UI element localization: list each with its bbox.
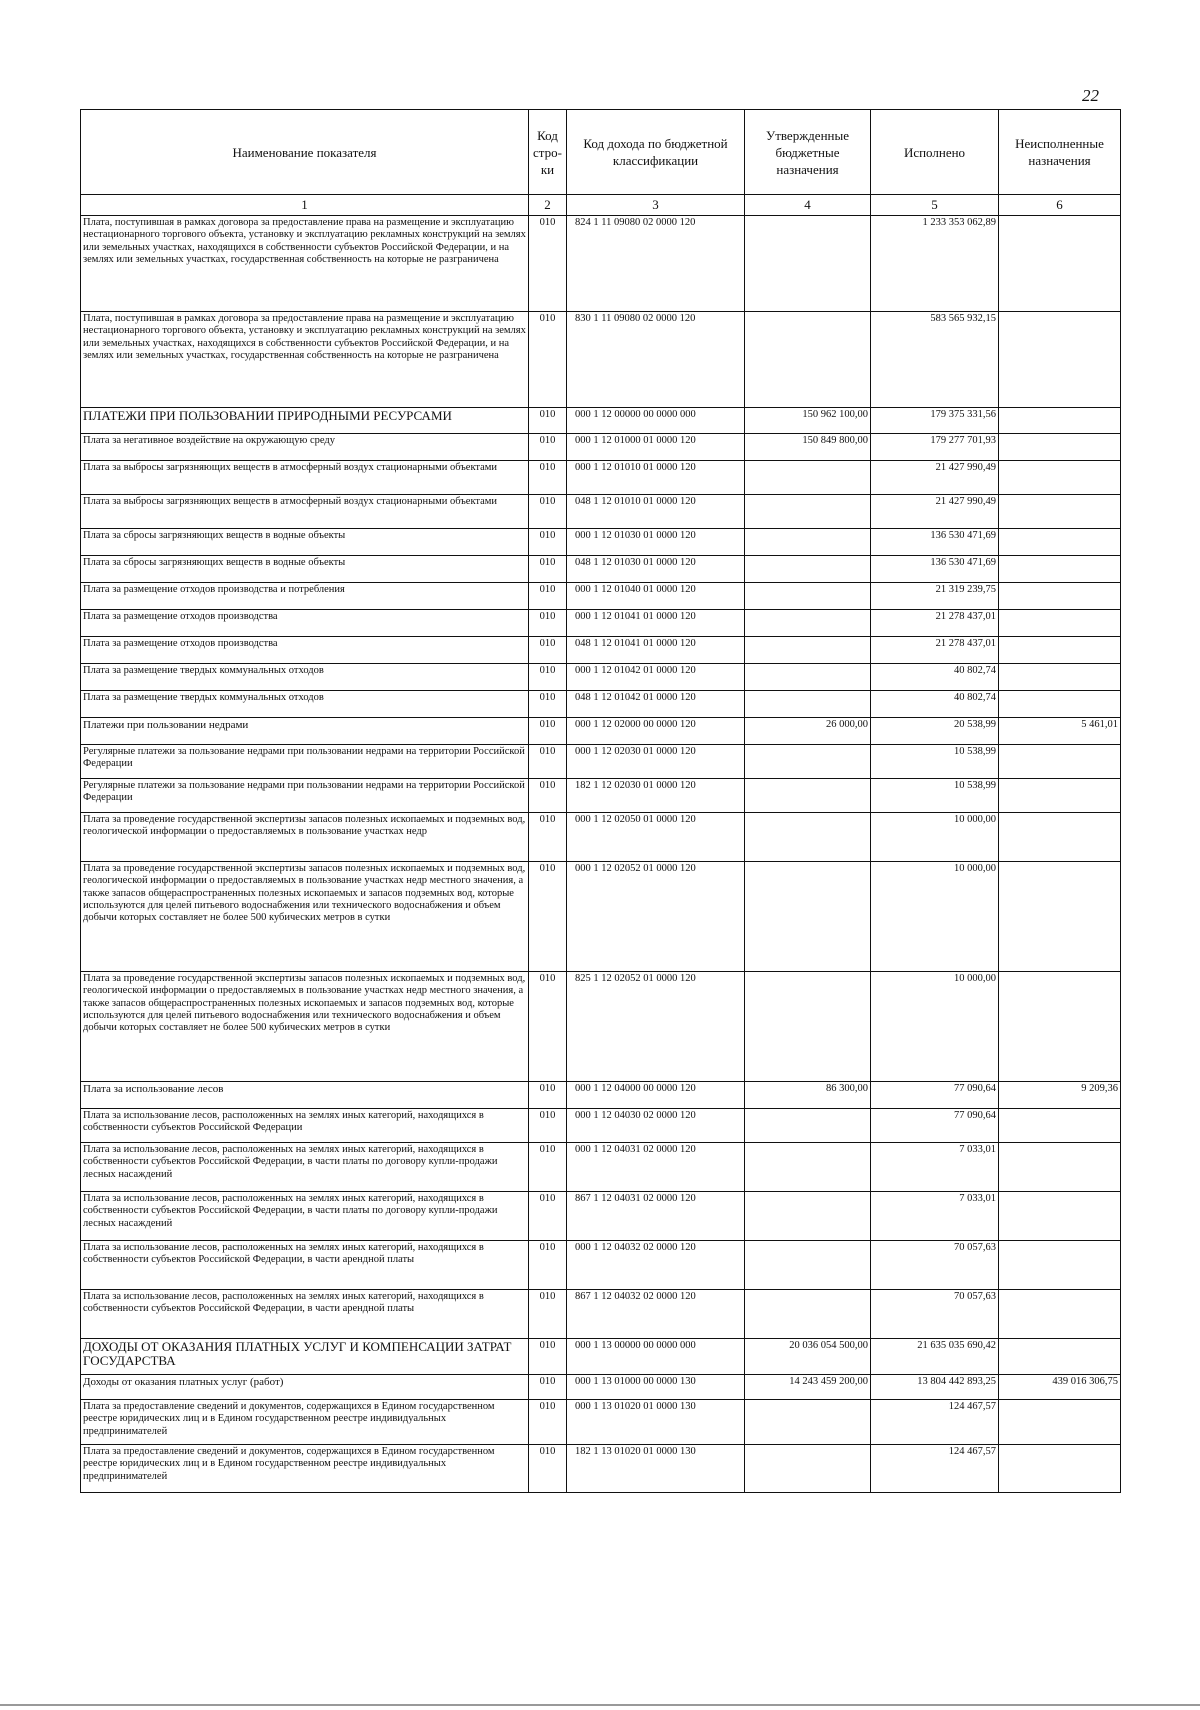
row-executed: 10 538,99	[871, 779, 999, 813]
table-row	[81, 556, 1121, 583]
row-approved	[745, 779, 871, 813]
row-unexecuted	[999, 1339, 1121, 1375]
row-income-code: 000 1 12 01030 01 0000 120	[567, 529, 745, 556]
row-income-code: 000 1 12 04031 02 0000 120	[567, 1143, 745, 1192]
table-row	[81, 664, 1121, 691]
row-name: Плата за использование лесов, расположенных на землях иных категорий, находящихся в собственности субъектов Российской Федерации, в части арендной платы	[81, 1290, 529, 1339]
row-income-code: 000 1 12 02000 00 0000 120	[567, 718, 745, 745]
row-line-code: 010	[529, 529, 567, 556]
row-name: Плата за размещение отходов производства	[81, 610, 529, 637]
table-row	[81, 495, 1121, 529]
row-unexecuted	[999, 862, 1121, 972]
row-approved	[745, 312, 871, 408]
row-line-code: 010	[529, 691, 567, 718]
row-executed: 124 467,57	[871, 1445, 999, 1493]
row-unexecuted	[999, 637, 1121, 664]
row-line-code: 010	[529, 556, 567, 583]
row-unexecuted	[999, 1109, 1121, 1143]
table-row	[81, 691, 1121, 718]
row-executed: 13 804 442 893,25	[871, 1375, 999, 1400]
row-income-code: 824 1 11 09080 02 0000 120	[567, 216, 745, 312]
table-row	[81, 718, 1121, 745]
column-number: 1	[81, 195, 529, 216]
table-row	[81, 972, 1121, 1082]
row-line-code: 010	[529, 745, 567, 779]
row-name: Плата за размещение твердых коммунальных отходов	[81, 691, 529, 718]
row-income-code: 000 1 12 01040 01 0000 120	[567, 583, 745, 610]
row-unexecuted	[999, 745, 1121, 779]
row-executed: 1 233 353 062,89	[871, 216, 999, 312]
row-approved	[745, 1241, 871, 1290]
header-executed: Исполнено	[871, 110, 999, 195]
report-body	[81, 216, 1121, 1493]
row-name: Плата за негативное воздействие на окружающую среду	[81, 434, 529, 461]
row-income-code: 000 1 12 01000 01 0000 120	[567, 434, 745, 461]
row-executed: 40 802,74	[871, 664, 999, 691]
table-row	[81, 312, 1121, 408]
row-unexecuted	[999, 556, 1121, 583]
table-row	[81, 610, 1121, 637]
row-line-code: 010	[529, 216, 567, 312]
row-executed: 21 427 990,49	[871, 461, 999, 495]
table-row	[81, 779, 1121, 813]
row-approved	[745, 745, 871, 779]
row-name: Плата за размещение отходов производства и потребления	[81, 583, 529, 610]
table-row	[81, 1082, 1121, 1109]
table-row	[81, 1400, 1121, 1445]
row-income-code: 048 1 12 01042 01 0000 120	[567, 691, 745, 718]
row-line-code: 010	[529, 1241, 567, 1290]
row-approved: 26 000,00	[745, 718, 871, 745]
row-approved: 150 962 100,00	[745, 408, 871, 434]
table-row	[81, 637, 1121, 664]
row-approved: 150 849 800,00	[745, 434, 871, 461]
row-line-code: 010	[529, 1375, 567, 1400]
row-name: Плата за проведение государственной экспертизы запасов полезных ископаемых и подземных вод, геологической информации о предоставляемых в пользование участках недр местного значения, а также запасов общераспространенных полезных ископаемых и запасов подземных вод, которые используются для целей питьевого водоснабжения или технического водоснабжения и объем добычи которых составляет не более 500 кубических метров в сутки	[81, 972, 529, 1082]
row-approved	[745, 637, 871, 664]
row-approved	[745, 972, 871, 1082]
row-line-code: 010	[529, 1290, 567, 1339]
header-income-code: Код дохода по бюджетной классификации	[567, 110, 745, 195]
column-number: 6	[999, 195, 1121, 216]
row-executed: 179 375 331,56	[871, 408, 999, 434]
row-line-code: 010	[529, 583, 567, 610]
row-executed: 77 090,64	[871, 1109, 999, 1143]
row-line-code: 010	[529, 610, 567, 637]
table-row	[81, 461, 1121, 495]
row-line-code: 010	[529, 813, 567, 862]
row-name: Плата за выбросы загрязняющих веществ в атмосферный воздух стационарными объектами	[81, 495, 529, 529]
row-approved	[745, 1109, 871, 1143]
row-approved	[745, 691, 871, 718]
table-row	[81, 408, 1121, 434]
row-line-code: 010	[529, 1445, 567, 1493]
table-row	[81, 813, 1121, 862]
row-unexecuted	[999, 408, 1121, 434]
header-approved: Утвержденные бюджетные назначения	[745, 110, 871, 195]
row-name: Плата за сбросы загрязняющих веществ в водные объекты	[81, 556, 529, 583]
row-unexecuted	[999, 1400, 1121, 1445]
row-income-code: 182 1 12 02030 01 0000 120	[567, 779, 745, 813]
row-approved	[745, 1192, 871, 1241]
column-number: 4	[745, 195, 871, 216]
column-number: 5	[871, 195, 999, 216]
row-income-code: 000 1 13 01020 01 0000 130	[567, 1400, 745, 1445]
row-executed: 21 427 990,49	[871, 495, 999, 529]
table-row	[81, 1143, 1121, 1192]
row-name: Плата за предоставление сведений и документов, содержащихся в Едином государственном реестре юридических лиц и в Едином государственном реестре индивидуальных предпринимателей	[81, 1400, 529, 1445]
row-income-code: 000 1 12 02050 01 0000 120	[567, 813, 745, 862]
header-unexecuted: Неисполненные назначения	[999, 110, 1121, 195]
row-line-code: 010	[529, 718, 567, 745]
table-row	[81, 434, 1121, 461]
row-approved: 86 300,00	[745, 1082, 871, 1109]
row-approved	[745, 610, 871, 637]
row-income-code: 000 1 12 01041 01 0000 120	[567, 610, 745, 637]
row-name: ДОХОДЫ ОТ ОКАЗАНИЯ ПЛАТНЫХ УСЛУГ И КОМПЕНСАЦИИ ЗАТРАТ ГОСУДАРСТВА	[81, 1339, 529, 1375]
budget-report-table	[80, 109, 1121, 1493]
row-executed: 10 538,99	[871, 745, 999, 779]
row-approved	[745, 1400, 871, 1445]
row-line-code: 010	[529, 1082, 567, 1109]
row-unexecuted	[999, 1192, 1121, 1241]
row-income-code: 867 1 12 04031 02 0000 120	[567, 1192, 745, 1241]
row-unexecuted	[999, 583, 1121, 610]
row-approved	[745, 1445, 871, 1493]
row-executed: 21 278 437,01	[871, 610, 999, 637]
table-row	[81, 1375, 1121, 1400]
row-executed: 10 000,00	[871, 862, 999, 972]
row-name: Плата за проведение государственной экспертизы запасов полезных ископаемых и подземных вод, геологической информации о предоставляемых в пользование участках недр местного значения, а также запасов общераспространенных полезных ископаемых и запасов подземных вод, которые используются для целей питьевого водоснабжения или технического водоснабжения и объем добычи которых составляет не более 500 кубических метров в сутки	[81, 862, 529, 972]
row-executed: 70 057,63	[871, 1290, 999, 1339]
row-approved	[745, 1143, 871, 1192]
row-name: Плата за размещение твердых коммунальных отходов	[81, 664, 529, 691]
row-unexecuted	[999, 813, 1121, 862]
row-approved	[745, 216, 871, 312]
row-name: Плата за выбросы загрязняющих веществ в атмосферный воздух стационарными объектами	[81, 461, 529, 495]
row-name: Платежи при пользовании недрами	[81, 718, 529, 745]
row-line-code: 010	[529, 1109, 567, 1143]
row-line-code: 010	[529, 408, 567, 434]
row-executed: 21 635 035 690,42	[871, 1339, 999, 1375]
row-executed: 136 530 471,69	[871, 529, 999, 556]
row-unexecuted	[999, 972, 1121, 1082]
table-row	[81, 583, 1121, 610]
row-unexecuted	[999, 610, 1121, 637]
row-line-code: 010	[529, 1143, 567, 1192]
row-name: Плата за предоставление сведений и документов, содержащихся в Едином государственном реестре юридических лиц и в Едином государственном реестре индивидуальных предпринимателей	[81, 1445, 529, 1493]
row-unexecuted	[999, 1241, 1121, 1290]
row-line-code: 010	[529, 312, 567, 408]
row-approved	[745, 664, 871, 691]
row-approved	[745, 862, 871, 972]
row-line-code: 010	[529, 972, 567, 1082]
page-number: 22	[1082, 86, 1099, 105]
row-unexecuted	[999, 664, 1121, 691]
row-approved	[745, 495, 871, 529]
table-row	[81, 862, 1121, 972]
table-row	[81, 1445, 1121, 1493]
row-unexecuted	[999, 1143, 1121, 1192]
row-name: Плата за сбросы загрязняющих веществ в водные объекты	[81, 529, 529, 556]
row-executed: 7 033,01	[871, 1143, 999, 1192]
row-name: Плата за размещение отходов производства	[81, 637, 529, 664]
row-line-code: 010	[529, 637, 567, 664]
row-name: Регулярные платежи за пользование недрами при пользовании недрами на территории Российской Федерации	[81, 745, 529, 779]
column-number: 3	[567, 195, 745, 216]
row-income-code: 000 1 12 02030 01 0000 120	[567, 745, 745, 779]
row-approved: 14 243 459 200,00	[745, 1375, 871, 1400]
row-name: ПЛАТЕЖИ ПРИ ПОЛЬЗОВАНИИ ПРИРОДНЫМИ РЕСУРСАМИ	[81, 408, 529, 434]
row-unexecuted	[999, 312, 1121, 408]
row-unexecuted	[999, 529, 1121, 556]
row-income-code: 000 1 12 04032 02 0000 120	[567, 1241, 745, 1290]
row-line-code: 010	[529, 862, 567, 972]
row-income-code: 000 1 12 01010 01 0000 120	[567, 461, 745, 495]
scan-bottom-edge	[0, 1704, 1200, 1706]
column-number-row	[81, 195, 1121, 216]
row-approved	[745, 813, 871, 862]
row-name: Доходы от оказания платных услуг (работ)	[81, 1375, 529, 1400]
row-name: Плата, поступившая в рамках договора за предоставление права на размещение и эксплуатацию нестационарного торгового объекта, установку и эксплуатацию рекламных конструкций на землях или земельных участках, находящихся в собственности субъектов Российской Федерации, и на землях или земельных участках, государственная собственность на которые не разграничена	[81, 312, 529, 408]
table-row	[81, 216, 1121, 312]
row-income-code: 000 1 12 04000 00 0000 120	[567, 1082, 745, 1109]
table-row	[81, 1290, 1121, 1339]
row-approved	[745, 529, 871, 556]
row-unexecuted	[999, 216, 1121, 312]
row-approved	[745, 556, 871, 583]
row-unexecuted	[999, 495, 1121, 529]
row-line-code: 010	[529, 495, 567, 529]
row-executed: 583 565 932,15	[871, 312, 999, 408]
row-income-code: 830 1 11 09080 02 0000 120	[567, 312, 745, 408]
row-unexecuted	[999, 1290, 1121, 1339]
row-income-code: 048 1 12 01030 01 0000 120	[567, 556, 745, 583]
row-income-code: 000 1 13 01000 00 0000 130	[567, 1375, 745, 1400]
row-executed: 21 278 437,01	[871, 637, 999, 664]
row-income-code: 825 1 12 02052 01 0000 120	[567, 972, 745, 1082]
row-unexecuted	[999, 691, 1121, 718]
row-executed: 40 802,74	[871, 691, 999, 718]
row-approved	[745, 583, 871, 610]
table-row	[81, 1241, 1121, 1290]
row-executed: 124 467,57	[871, 1400, 999, 1445]
row-executed: 7 033,01	[871, 1192, 999, 1241]
row-line-code: 010	[529, 1400, 567, 1445]
row-name: Плата за использование лесов, расположенных на землях иных категорий, находящихся в собственности субъектов Российской Федерации	[81, 1109, 529, 1143]
header-line-code: Код стро- ки	[529, 110, 567, 195]
row-income-code: 048 1 12 01041 01 0000 120	[567, 637, 745, 664]
row-income-code: 000 1 13 00000 00 0000 000	[567, 1339, 745, 1375]
table-row	[81, 529, 1121, 556]
row-approved	[745, 1290, 871, 1339]
row-unexecuted	[999, 779, 1121, 813]
row-executed: 10 000,00	[871, 813, 999, 862]
row-name: Плата за проведение государственной экспертизы запасов полезных ископаемых и подземных вод, геологической информации о предоставляемых в пользование участках недр	[81, 813, 529, 862]
row-name: Регулярные платежи за пользование недрами при пользовании недрами на территории Российской Федерации	[81, 779, 529, 813]
row-executed: 21 319 239,75	[871, 583, 999, 610]
row-name: Плата за использование лесов, расположенных на землях иных категорий, находящихся в собственности субъектов Российской Федерации, в части платы по договору купли-продажи лесных насаждений	[81, 1192, 529, 1241]
table-row	[81, 1109, 1121, 1143]
row-line-code: 010	[529, 779, 567, 813]
table-row	[81, 1339, 1121, 1375]
row-income-code: 000 1 12 04030 02 0000 120	[567, 1109, 745, 1143]
row-executed: 136 530 471,69	[871, 556, 999, 583]
row-name: Плата за использование лесов, расположенных на землях иных категорий, находящихся в собственности субъектов Российской Федерации, в части арендной платы	[81, 1241, 529, 1290]
row-income-code: 867 1 12 04032 02 0000 120	[567, 1290, 745, 1339]
row-executed: 10 000,00	[871, 972, 999, 1082]
row-income-code: 000 1 12 02052 01 0000 120	[567, 862, 745, 972]
row-income-code: 000 1 12 00000 00 0000 000	[567, 408, 745, 434]
row-unexecuted	[999, 461, 1121, 495]
row-executed: 179 277 701,93	[871, 434, 999, 461]
row-income-code: 000 1 12 01042 01 0000 120	[567, 664, 745, 691]
row-unexecuted	[999, 434, 1121, 461]
row-executed: 70 057,63	[871, 1241, 999, 1290]
header-row	[81, 110, 1121, 195]
row-line-code: 010	[529, 434, 567, 461]
row-executed: 77 090,64	[871, 1082, 999, 1109]
row-name: Плата за использование лесов	[81, 1082, 529, 1109]
row-approved	[745, 461, 871, 495]
column-number: 2	[529, 195, 567, 216]
row-unexecuted	[999, 1445, 1121, 1493]
row-name: Плата, поступившая в рамках договора за предоставление права на размещение и эксплуатацию нестационарного торгового объекта, установку и эксплуатацию рекламных конструкций на землях или земельных участках, находящихся в собственности субъектов Российской Федерации, и на землях или земельных участках, государственная собственность на которые не разграничена	[81, 216, 529, 312]
row-line-code: 010	[529, 461, 567, 495]
table-row	[81, 1192, 1121, 1241]
row-income-code: 048 1 12 01010 01 0000 120	[567, 495, 745, 529]
row-line-code: 010	[529, 664, 567, 691]
table-row	[81, 745, 1121, 779]
row-executed: 20 538,99	[871, 718, 999, 745]
row-line-code: 010	[529, 1192, 567, 1241]
row-income-code: 182 1 13 01020 01 0000 130	[567, 1445, 745, 1493]
row-unexecuted: 5 461,01	[999, 718, 1121, 745]
row-approved: 20 036 054 500,00	[745, 1339, 871, 1375]
row-line-code: 010	[529, 1339, 567, 1375]
row-unexecuted: 9 209,36	[999, 1082, 1121, 1109]
row-name: Плата за использование лесов, расположенных на землях иных категорий, находящихся в собственности субъектов Российской Федерации, в части платы по договору купли-продажи лесных насаждений	[81, 1143, 529, 1192]
row-unexecuted: 439 016 306,75	[999, 1375, 1121, 1400]
header-name: Наименование показателя	[81, 110, 529, 195]
